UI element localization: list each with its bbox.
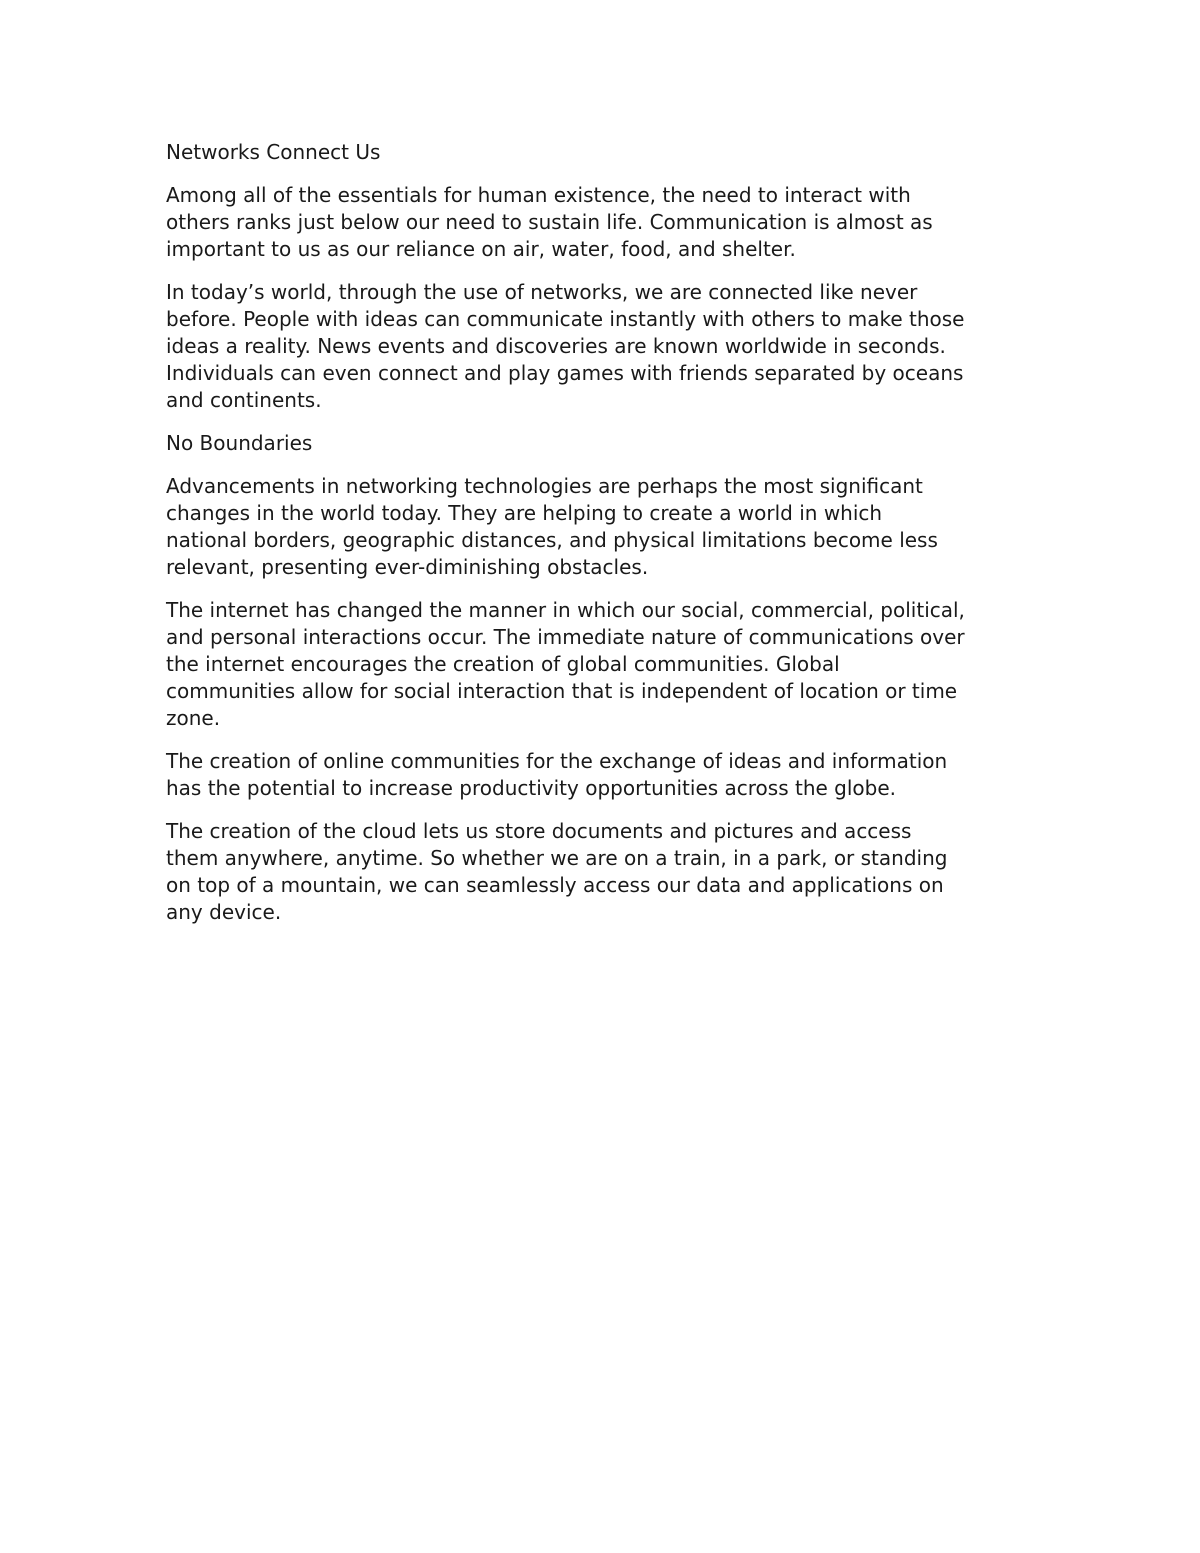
document-body [166, 139, 1034, 942]
paragraph: The internet has changed the manner in which our social, commercial, political, and personal interactions occur. The immediate nature of communications over the internet encourages the creation of global communities. Global communities allow for social interaction that is independent of location or time zone. [166, 598, 965, 730]
paragraph: Advancements in networking technologies are perhaps the most significant changes in the world today. They are helping to create a world in which national borders, geographic distances, and physical limitations become less relevant, presenting ever-diminishing obstacles. [166, 474, 938, 579]
paragraph: The creation of the cloud lets us store documents and pictures and access them anywhere, anytime. So whether we are on a train, in a park, or standing on top of a mountain, we can seamlessly access our data and applications on any device. [166, 819, 948, 924]
section-heading-networks-connect-us: Networks Connect Us [166, 140, 381, 164]
paragraph: In today’s world, through the use of networks, we are connected like never before. People with ideas can communicate instantly with others to make those ideas a reality. News events and discoveries are known worldwide in seconds. Individuals can even connect and play games with friends separated by oceans and continents. [166, 280, 965, 412]
section-heading-no-boundaries: No Boundaries [166, 431, 313, 455]
paragraph: Among all of the essentials for human existence, the need to interact with others ranks just below our need to sustain life. Communication is almost as important to us as our reliance on air, water, food, and shelter. [166, 183, 933, 261]
paragraph: The creation of online communities for the exchange of ideas and information has the potential to increase productivity opportunities across the globe. [166, 749, 948, 800]
